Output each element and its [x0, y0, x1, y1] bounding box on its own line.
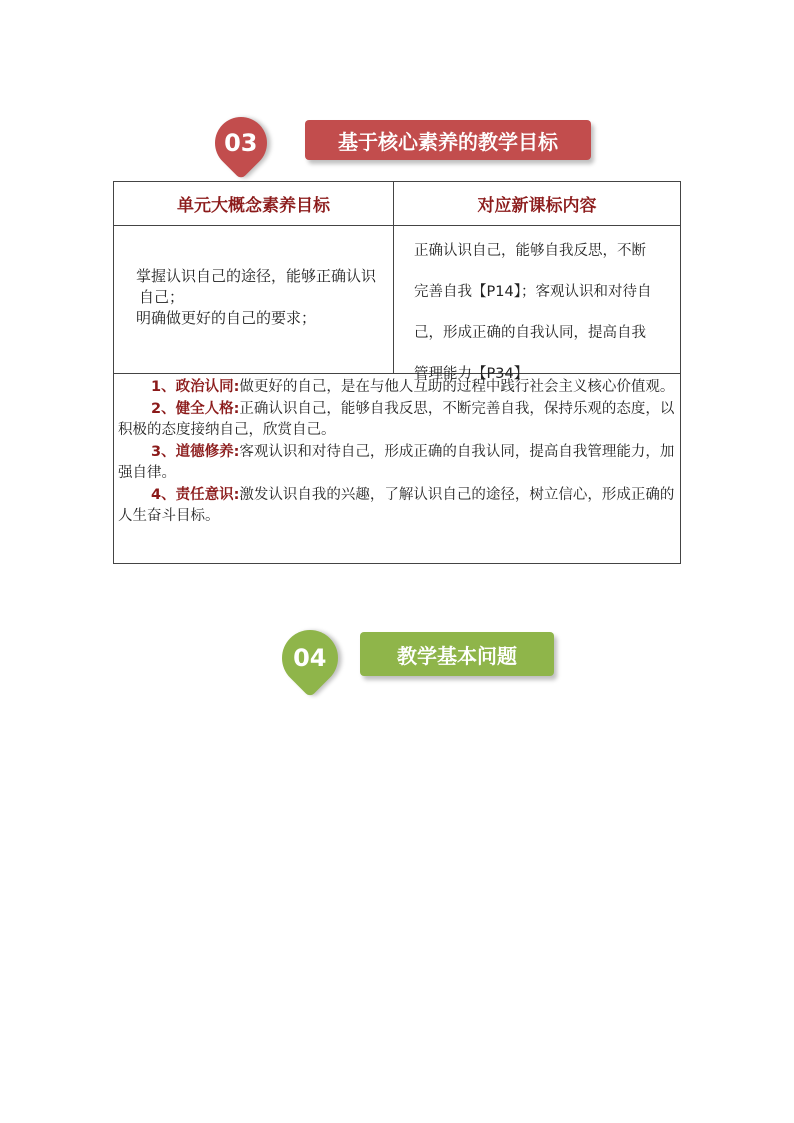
- goal-item: [118, 485, 676, 528]
- table-header-row: [114, 182, 680, 226]
- unit-goals-cell: [136, 266, 392, 329]
- curriculum-line: 正确认识自己，能够自我反思，不断: [414, 243, 646, 259]
- table-row: [114, 225, 680, 382]
- header-curriculum-content: 对应新课标内容: [477, 196, 597, 216]
- section-number-badge: 03: [204, 106, 278, 180]
- goal-item: [118, 377, 676, 399]
- curriculum-line: 完善自我【P14】；客观认识和对待自: [414, 284, 652, 300]
- curriculum-line: 己，形成正确的自我认同，提高自我: [414, 325, 646, 341]
- curriculum-cell: [414, 231, 676, 395]
- goal-item: [118, 399, 676, 442]
- section-number-badge: 04: [270, 618, 349, 697]
- goal-line: 掌握认识自己的途径，能够正确认识: [136, 267, 377, 285]
- core-literacy-goals: [114, 373, 680, 564]
- goal-label: 1、政治认同:: [151, 379, 240, 395]
- header-unit-goals: 单元大概念素养目标: [177, 196, 330, 216]
- goal-label: 2、健全人格:: [151, 400, 240, 417]
- goal-text: 激发认识自我的兴趣，了解认识自己的途径，树立信心，形成正确的人生奋斗目标。: [118, 486, 675, 524]
- goal-label: 4、责任意识:: [151, 486, 240, 503]
- section-title: 基于核心素养的教学目标: [305, 120, 591, 160]
- goal-text: 正确认识自己，能够自我反思，不断完善自我，保持乐观的态度，以积极的态度接纳自己，欣赏自己。: [118, 400, 675, 438]
- goal-text: 客观认识和对待自己，形成正确的自我认同，提高自我管理能力，加强自律。: [118, 443, 675, 481]
- section-title: 教学基本问题: [360, 632, 554, 676]
- goal-line: 自己；: [139, 288, 185, 306]
- goal-item: [118, 442, 676, 485]
- curriculum-line: 管理能力【P34】: [414, 366, 529, 382]
- goal-text: 做更好的自己，是在与他人互助的过程中践行社会主义核心价值观。: [239, 379, 675, 395]
- goal-label: 3、道德修养:: [151, 443, 240, 460]
- goal-line: 明确做更好的自己的要求；: [136, 309, 317, 327]
- goals-table: [113, 181, 681, 564]
